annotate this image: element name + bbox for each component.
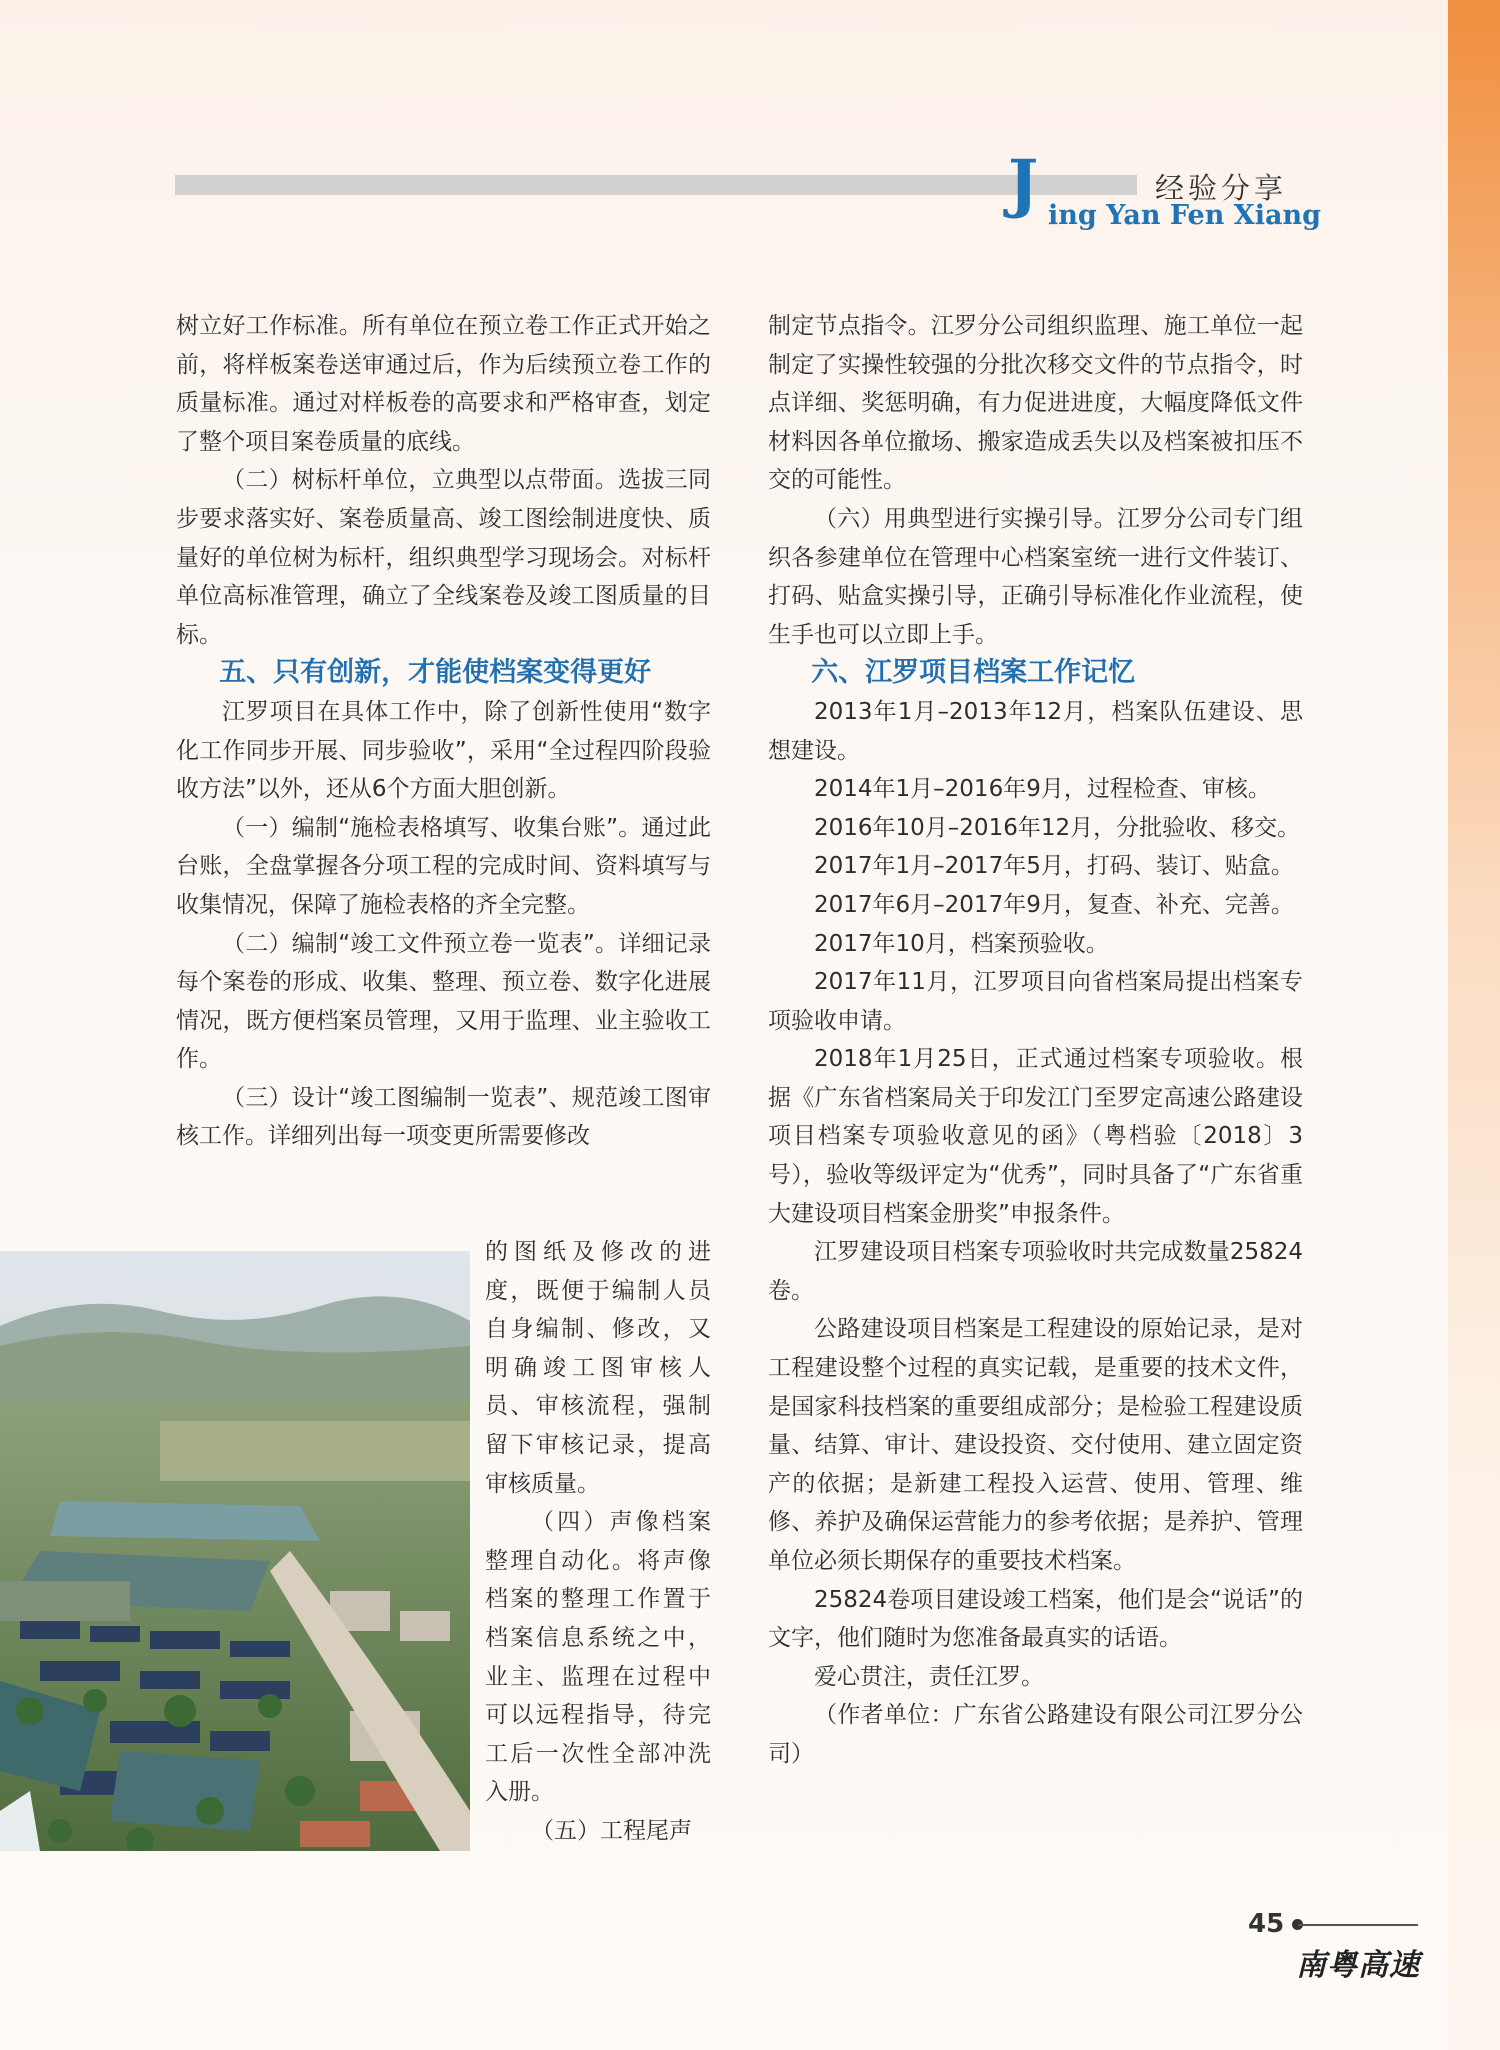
left-column: [176, 307, 711, 1156]
paragraph: 2014年1月–2016年9月，过程检查、审核。: [814, 776, 1271, 803]
decorative-side-stripe: [1448, 0, 1500, 2050]
paragraph: （三）设计“竣工图编制一览表”、规范竣工图审核工作。详细列出每一项变更所需要修改: [176, 1084, 711, 1150]
paragraph: 的图纸及修改的进度，既便于编制人员自身编制、修改，又明确竣工图审核人员、审核流程，强制留下审核记录，提高审核质量。: [485, 1239, 711, 1497]
paragraph: 江罗建设项目档案专项验收时共完成数量25824卷。: [768, 1239, 1303, 1304]
paragraph: 2017年10月，档案预验收。: [814, 930, 1109, 957]
header-bar: [175, 175, 1137, 195]
page-number: 45: [1248, 1909, 1285, 1939]
paragraph: 2018年1月25日，正式通过档案专项验收。根据《广东省档案局关于印发江门至罗定高速公路建设项目档案专项验收意见的函》（粤档验〔2018〕3号），验收等级评定为“优秀”，同时具备了“广东省重大建设项目档案金册奖”申报条件。: [768, 1046, 1303, 1227]
section-title-initial: J: [1008, 146, 1039, 221]
paragraph: （二）编制“竣工文件预立卷一览表”。详细记录每个案卷的形成、收集、整理、预立卷、数字化进展情况，既方便档案员管理，又用于监理、业主验收工作。: [176, 930, 711, 1073]
paragraph: （一）编制“施检表格填写、收集台账”。通过此台账，全盘掌握各分项工程的完成时间、资料填写与收集情况，保障了施检表格的齐全完整。: [176, 814, 711, 918]
section-title-en: ing Yan Fen Xiang: [1048, 200, 1321, 231]
paragraph: （五）工程尾声: [531, 1817, 692, 1844]
paragraph: 江罗项目在具体工作中，除了创新性使用“数字化工作同步开展、同步验收”，采用“全过程四阶段验收方法”以外，还从6个方面大胆创新。: [176, 698, 711, 803]
paragraph: 爱心贯注，责任江罗。: [814, 1663, 1044, 1690]
page-number-rule: [1298, 1924, 1418, 1926]
paragraph: （作者单位：广东省公路建设有限公司江罗分公司）: [768, 1702, 1303, 1767]
paragraph: 2016年10月–2016年12月，分批验收、移交。: [814, 814, 1301, 841]
magazine-logo: 南粤高速: [1296, 1948, 1420, 1983]
paragraph: 25824卷项目建设竣工档案，他们是会“说话”的文字，他们随时为您准备最真实的话语。: [768, 1586, 1303, 1652]
paragraph: 2017年11月，江罗项目向省档案局提出档案专项验收申请。: [768, 969, 1303, 1034]
section-title-zh: 经验分享: [1155, 171, 1288, 205]
paragraph: 树立好工作标准。所有单位在预立卷工作正式开始之前，将样板案卷送审通过后，作为后续预立卷工作的质量标准。通过对样板卷的高要求和严格审查，划定了整个项目案卷质量的底线。: [176, 313, 711, 455]
paragraph: 制定节点指令。江罗分公司组织监理、施工单位一起制定了实操性较强的分批次移交文件的节点指令，时点详细、奖惩明确，有力促进进度，大幅度降低文件材料因各单位撤场、搬家造成丢失以及档案被扣压不交的可能性。: [768, 313, 1303, 494]
left-narrow-column: [485, 1233, 711, 1851]
paragraph: 2017年6月–2017年9月，复查、补充、完善。: [814, 891, 1294, 918]
paragraph: （四）声像档案整理自动化。将声像档案的整理工作置于档案信息系统之中，业主、监理在过程中可以远程指导，待完工后一次性全部冲洗入册。: [485, 1509, 711, 1806]
right-column: [768, 307, 1303, 1774]
paragraph: （二）树标杆单位，立典型以点带面。选拔三同步要求落实好、案卷质量高、竣工图绘制进度快、质量好的单位树为标杆，组织典型学习现场会。对标杆单位高标准管理，确立了全线案卷及竣工图质量的目标。: [176, 467, 711, 648]
aerial-photo-fish-ponds: [0, 1251, 470, 1851]
paragraph: 2017年1月–2017年5月，打码、装订、贴盒。: [814, 853, 1294, 880]
paragraph: 公路建设项目档案是工程建设的原始记录，是对工程建设整个过程的真实记载，是重要的技术文件，是国家科技档案的重要组成部分；是检验工程建设质量、结算、审计、建设投资、交付使用、建立固定资产的依据；是新建工程投入运营、使用、管理、维修、养护及确保运营能力的参考依据；是养护、管理单位必须长期保存的重要技术档案。: [768, 1316, 1303, 1574]
section-heading: 六、江罗项目档案工作记忆: [811, 657, 1136, 689]
section-heading: 五、只有创新，才能使档案变得更好: [219, 657, 652, 689]
paragraph: （六）用典型进行实操引导。江罗分公司专门组织各参建单位在管理中心档案室统一进行文件装订、打码、贴盒实操引导，正确引导标准化作业流程，使生手也可以立即上手。: [768, 505, 1303, 648]
paragraph: 2013年1月–2013年12月，档案队伍建设、思想建设。: [768, 698, 1303, 764]
